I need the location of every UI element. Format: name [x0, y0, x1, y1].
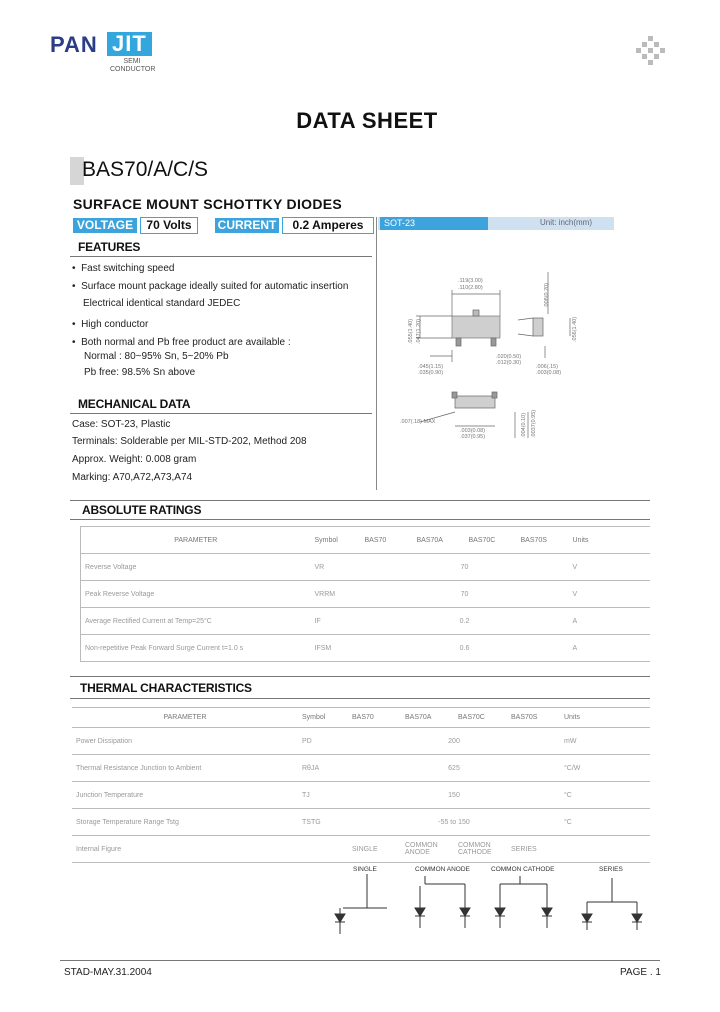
- dim-lead: .006(.15): [536, 364, 559, 370]
- thermal-top-rule: [70, 676, 650, 677]
- thermal-heading: THERMAL CHARACTERISTICS: [80, 681, 252, 695]
- col-bas70: BAS70: [348, 708, 401, 728]
- footer-date: STAD-MAY.31.2004: [64, 967, 152, 978]
- col-bas70c: BAS70C: [454, 708, 507, 728]
- part-number: BAS70/A/C/S: [82, 158, 209, 181]
- feature-item: Electrical identical standard JEDEC: [83, 298, 241, 309]
- row-parameter: Power Dissipation: [72, 728, 298, 755]
- dim-pin-2: .012(0.30): [496, 360, 522, 366]
- table-header-row: [72, 708, 650, 728]
- dim-base-a: .045(1.15): [418, 364, 444, 370]
- dim-right-a: .008(0.20): [544, 282, 550, 308]
- dim-top-width-2: .110(2.80): [458, 285, 483, 291]
- mechanical-item: Marking: A70,A72,A73,A74: [72, 472, 193, 483]
- dim-bottom-b: .037(0.95): [460, 434, 486, 440]
- row-parameter: Junction Temperature: [72, 782, 298, 809]
- col-bas70a: BAS70A: [413, 527, 465, 554]
- dim-mid-b: .0037(0.95): [531, 409, 537, 438]
- row-unit: V: [569, 581, 651, 608]
- circuit-label-single: SINGLE: [353, 866, 377, 873]
- row-unit: mW: [560, 728, 650, 755]
- dim-side-h: .055(1.40): [408, 318, 414, 344]
- row-unit: A: [569, 635, 651, 662]
- row-unit: °C: [560, 809, 650, 836]
- brand-sub-line2: CONDUCTOR: [110, 66, 156, 73]
- mechanical-heading: MECHANICAL DATA: [78, 397, 191, 411]
- table-row: [72, 782, 650, 809]
- row-parameter: Average Rectified Current at Temp=25°C: [81, 608, 311, 635]
- dim-mid-a: .004(0.10): [521, 412, 527, 438]
- col-parameter: PARAMETER: [81, 527, 311, 554]
- footer-page: PAGE . 1: [620, 967, 661, 978]
- circuit-label-common-cathode: COMMON CATHODE: [491, 866, 555, 873]
- col-symbol: Symbol: [298, 708, 348, 728]
- row-internal-series: SERIES: [507, 836, 560, 863]
- table-row: [81, 554, 651, 581]
- feature-item: Normal : 80~95% Sn, 5~20% Pb: [84, 351, 229, 362]
- dim-bottom-a: .003(0.08): [460, 428, 486, 434]
- thermal-rule: [70, 698, 650, 699]
- row-internal-cathode: COMMON CATHODE: [454, 836, 507, 863]
- circuit-label-common-anode: COMMON ANODE: [415, 866, 470, 873]
- row-symbol: RθJA: [298, 755, 348, 782]
- table-row: [72, 809, 650, 836]
- voltage-value: 70 Volts: [140, 217, 198, 234]
- footer-rule: [60, 960, 660, 961]
- dim-pin: .020(0.50): [496, 354, 522, 360]
- feature-item: Pb free: 98.5% Sn above: [84, 367, 196, 378]
- unit-label: Unit: inch(mm): [540, 218, 593, 227]
- dim-lead-2: .003(0.08): [536, 370, 562, 376]
- absolute-top-rule: [70, 500, 650, 501]
- row-symbol: IFSM: [311, 635, 361, 662]
- corner-decoration-icon: [636, 36, 666, 66]
- table-row: [72, 755, 650, 782]
- row-internal-single: SINGLE: [348, 836, 401, 863]
- mechanical-rule: [70, 413, 372, 414]
- row-value: 70: [361, 581, 569, 608]
- row-value: 0.6: [361, 635, 569, 662]
- row-unit: °C/W: [560, 755, 650, 782]
- voltage-label: VOLTAGE: [73, 218, 137, 233]
- product-subtitle: SURFACE MOUNT SCHOTTKY DIODES: [73, 196, 343, 212]
- table-header-row: [81, 527, 651, 554]
- row-symbol: PD: [298, 728, 348, 755]
- dim-base-b: .035(0.90): [418, 370, 444, 376]
- thermal-table: [72, 707, 650, 863]
- table-row: [72, 728, 650, 755]
- current-label: CURRENT: [215, 218, 279, 233]
- dim-right-b: .056(1.40): [572, 316, 578, 342]
- feature-item: • Surface mount package ideally suited for automatic insertion: [72, 281, 349, 292]
- col-parameter: PARAMETER: [72, 708, 298, 728]
- row-parameter: Storage Temperature Range Tstg: [72, 809, 298, 836]
- col-bas70s: BAS70S: [517, 527, 569, 554]
- row-unit: °C: [560, 782, 650, 809]
- mechanical-item: Terminals: Solderable per MIL-STD-202, Method 208: [72, 436, 307, 447]
- row-symbol: TSTG: [298, 809, 348, 836]
- circuit-label-series: SERIES: [599, 866, 623, 873]
- table-row: [81, 635, 651, 662]
- feature-item: • Both normal and Pb free product are available :: [72, 337, 291, 348]
- absolute-heading: ABSOLUTE RATINGS: [82, 503, 202, 517]
- package-label: SOT-23: [380, 217, 488, 230]
- brand-logo-pan: PAN: [50, 32, 98, 57]
- row-internal-anode: COMMON ANODE: [401, 836, 454, 863]
- row-unit: A: [569, 608, 651, 635]
- row-parameter: Non-repetitive Peak Forward Surge Current t=1.0 s: [81, 635, 311, 662]
- row-symbol: TJ: [298, 782, 348, 809]
- row-symbol: VR: [311, 554, 361, 581]
- dim-stand: .007(.18) MAX: [400, 419, 436, 425]
- dim-side-h2: .047(1.20): [416, 318, 422, 344]
- row-unit: V: [569, 554, 651, 581]
- feature-item: • Fast switching speed: [72, 263, 175, 274]
- col-units: Units: [560, 708, 650, 728]
- col-bas70a: BAS70A: [401, 708, 454, 728]
- mechanical-item: Approx. Weight: 0.008 gram: [72, 454, 197, 465]
- row-value: 200: [348, 728, 560, 755]
- col-units: Units: [569, 527, 651, 554]
- features-heading: FEATURES: [78, 240, 141, 254]
- absolute-rule: [70, 519, 650, 520]
- brand-logo-jit: JIT: [107, 32, 152, 56]
- table-row: [81, 608, 651, 635]
- absolute-ratings-table: [80, 526, 650, 662]
- package-outline-drawing: [380, 262, 600, 442]
- col-symbol: Symbol: [311, 527, 361, 554]
- row-parameter: Internal Figure: [72, 836, 298, 863]
- col-bas70s: BAS70S: [507, 708, 560, 728]
- row-value: 70: [361, 554, 569, 581]
- brand-subtitle: [110, 58, 154, 74]
- page-title: DATA SHEET: [296, 108, 438, 133]
- col-bas70c: BAS70C: [465, 527, 517, 554]
- brand-sub-line1: SEMI: [123, 58, 141, 65]
- mechanical-item: Case: SOT-23, Plastic: [72, 419, 171, 430]
- row-parameter: Thermal Resistance Junction to Ambient: [72, 755, 298, 782]
- row-value: 150: [348, 782, 560, 809]
- row-value: 0.2: [361, 608, 569, 635]
- features-rule: [70, 256, 372, 257]
- feature-item: • High conductor: [72, 319, 149, 330]
- row-value: 625: [348, 755, 560, 782]
- row-value: -55 to 150: [348, 809, 560, 836]
- current-value: 0.2 Amperes: [282, 217, 374, 234]
- column-divider: [376, 217, 377, 490]
- row-symbol: IF: [311, 608, 361, 635]
- row-parameter: Peak Reverse Voltage: [81, 581, 311, 608]
- col-bas70: BAS70: [361, 527, 413, 554]
- dim-top-width: .119(3.00): [458, 278, 483, 284]
- row-symbol: VRRM: [311, 581, 361, 608]
- row-parameter: Reverse Voltage: [81, 554, 311, 581]
- table-row: [81, 581, 651, 608]
- internal-circuit-diagrams: [325, 858, 655, 946]
